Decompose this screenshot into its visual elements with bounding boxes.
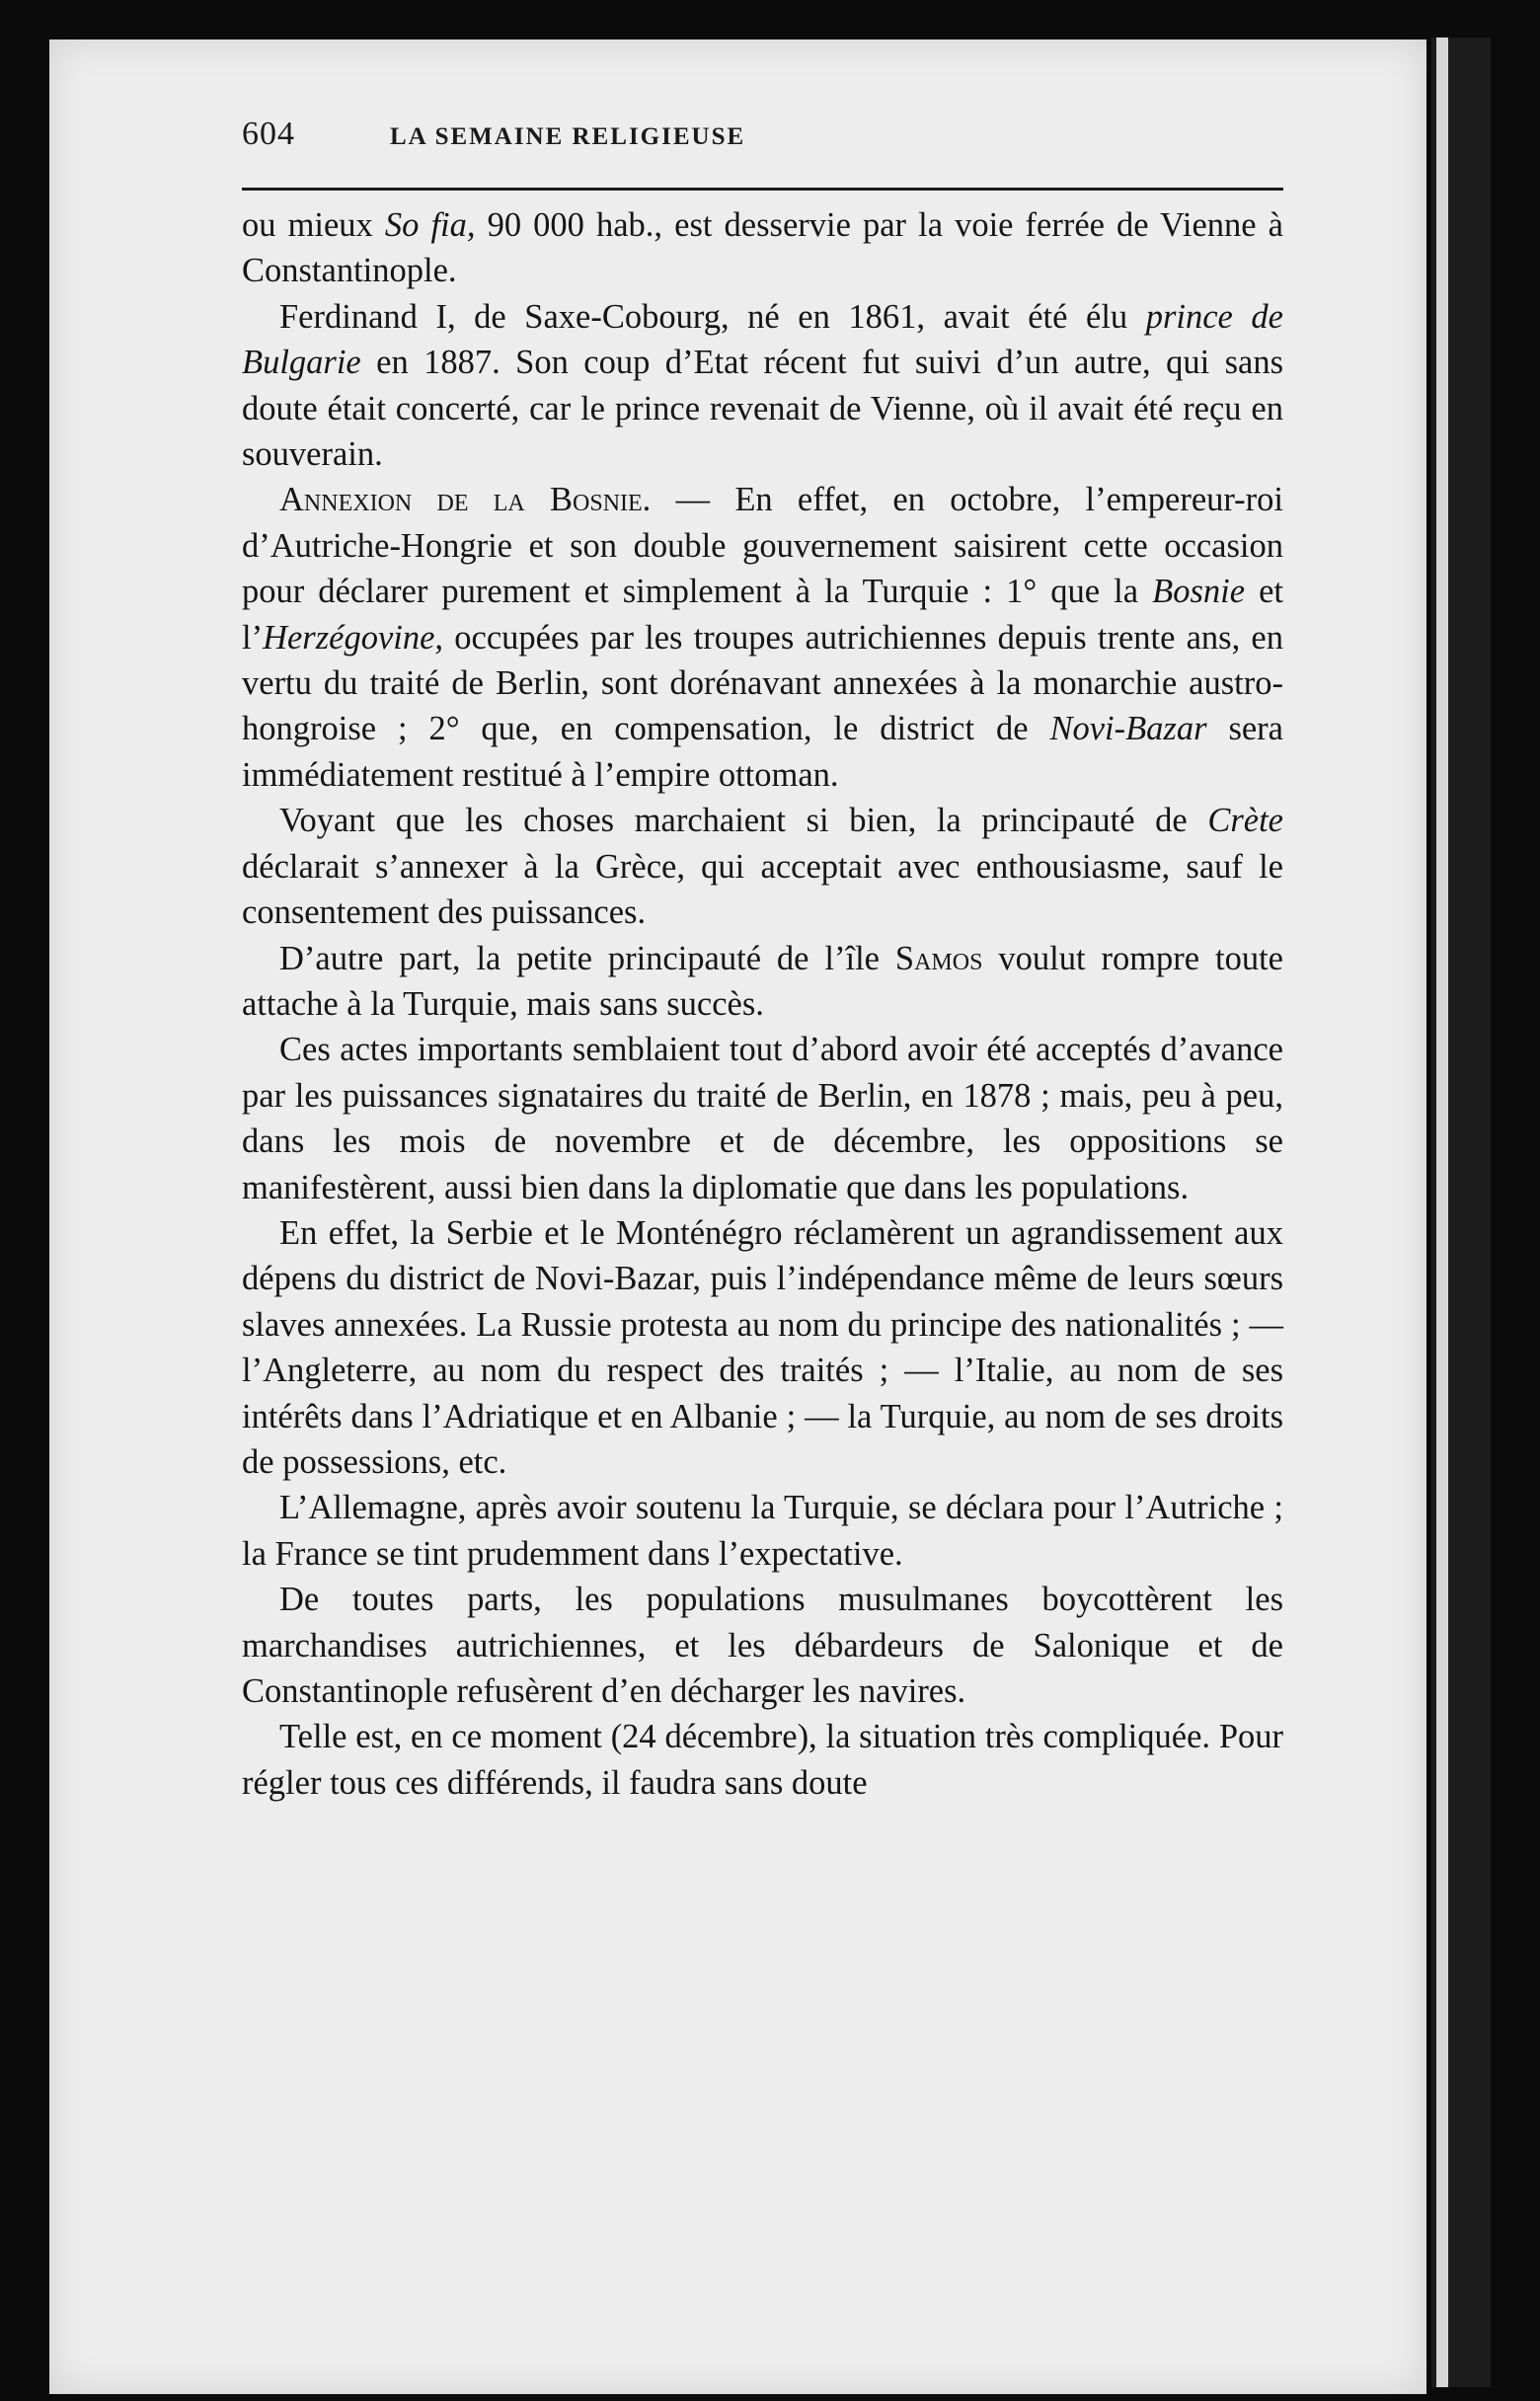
paragraph-10: Telle est, en ce moment (24 décembre), la situation très compliquée. Pour régler tous ces différends, il faudra sans doute [242,1718,1283,1802]
paragraph-1: ou mieux So fia, 90 000 hab., est desservie par la voie ferrée de Vienne à Constantinople. [242,206,1283,290]
paragraph-4: Voyant que les choses marchaient si bien, la principauté de Crète déclarait s’annexer à la Grèce, qui acceptait avec enthousiasme, sauf le consentement des puissances. [242,802,1283,932]
section-heading: Annexion de la Bosnie. [279,481,652,519]
adjacent-page-border [1436,38,1448,2387]
page-header [242,84,1283,152]
header-rule [242,188,1283,191]
paragraph-5: D’autre part, la petite principauté de l’île Samos voulut rompre toute attache à la Turquie, mais sans succès. [242,939,1283,1023]
paragraph-6: Ces actes importants semblaient tout d’abord avoir été acceptés d’avance par les puissances signataires du traité de Berlin, en 1878 ; mais, peu à peu, dans les mois de novembre et de décembre, les oppositions se manifestèrent, aussi bien dans la diplomatie que dans les populations. [242,1031,1283,1206]
paragraph-8: L’Allemagne, après avoir soutenu la Turquie, se déclara pour l’Autriche ; la France se tint prudemment dans l’expectative. [242,1489,1283,1573]
paragraph-9: De toutes parts, les populations musulmanes boycottèrent les marchandises autrichiennes, et les débardeurs de Salonique et de Constantinople refusèrent d’en décharger les navires. [242,1581,1283,1710]
body-text [242,202,1283,1806]
running-title: LA SEMAINE RELIGIEUSE [390,123,746,150]
paragraph-7: En effet, la Serbie et le Monténégro réclamèrent un agrandissement aux dépens du district de Novi-Bazar, puis l’indépendance même de leurs sœurs slaves annexées. La Russie protesta au nom du principe des nationalités ; — l’Angleterre, au nom du respect des traités ; — l’Italie, au nom de ses intérêts dans l’Adriatique et en Albanie ; — la Turquie, au nom de ses droits de possessions, etc. [242,1213,1283,1481]
paragraph-2: Ferdinand I, de Saxe-Cobourg, né en 1861, avait été élu prince de Bulgarie en 1887. Son coup d’Etat récent fut suivi d’un autre, qui sans doute était concerté, car le prince revenait de Vienne, où il avait été reçu en souverain. [242,297,1283,474]
page-number: 604 [242,116,295,152]
paragraph-3: Annexion de la Bosnie. — En effet, en octobre, l’empereur-roi d’Autriche-Hongrie et son double gouvernement saisirent cette occasion pour déclarer purement et simplement à la Turquie : 1° que la Bosnie et l’Herzégovine, occupées par les troupes autrichiennes depuis trente ans, en vertu du traité de Berlin, sont dorénavant annexées à la monarchie austro-hongroise ; 2° que, en compensation, le district de Novi-Bazar sera immédiatement restitué à l’empire ottoman. [242,481,1284,794]
